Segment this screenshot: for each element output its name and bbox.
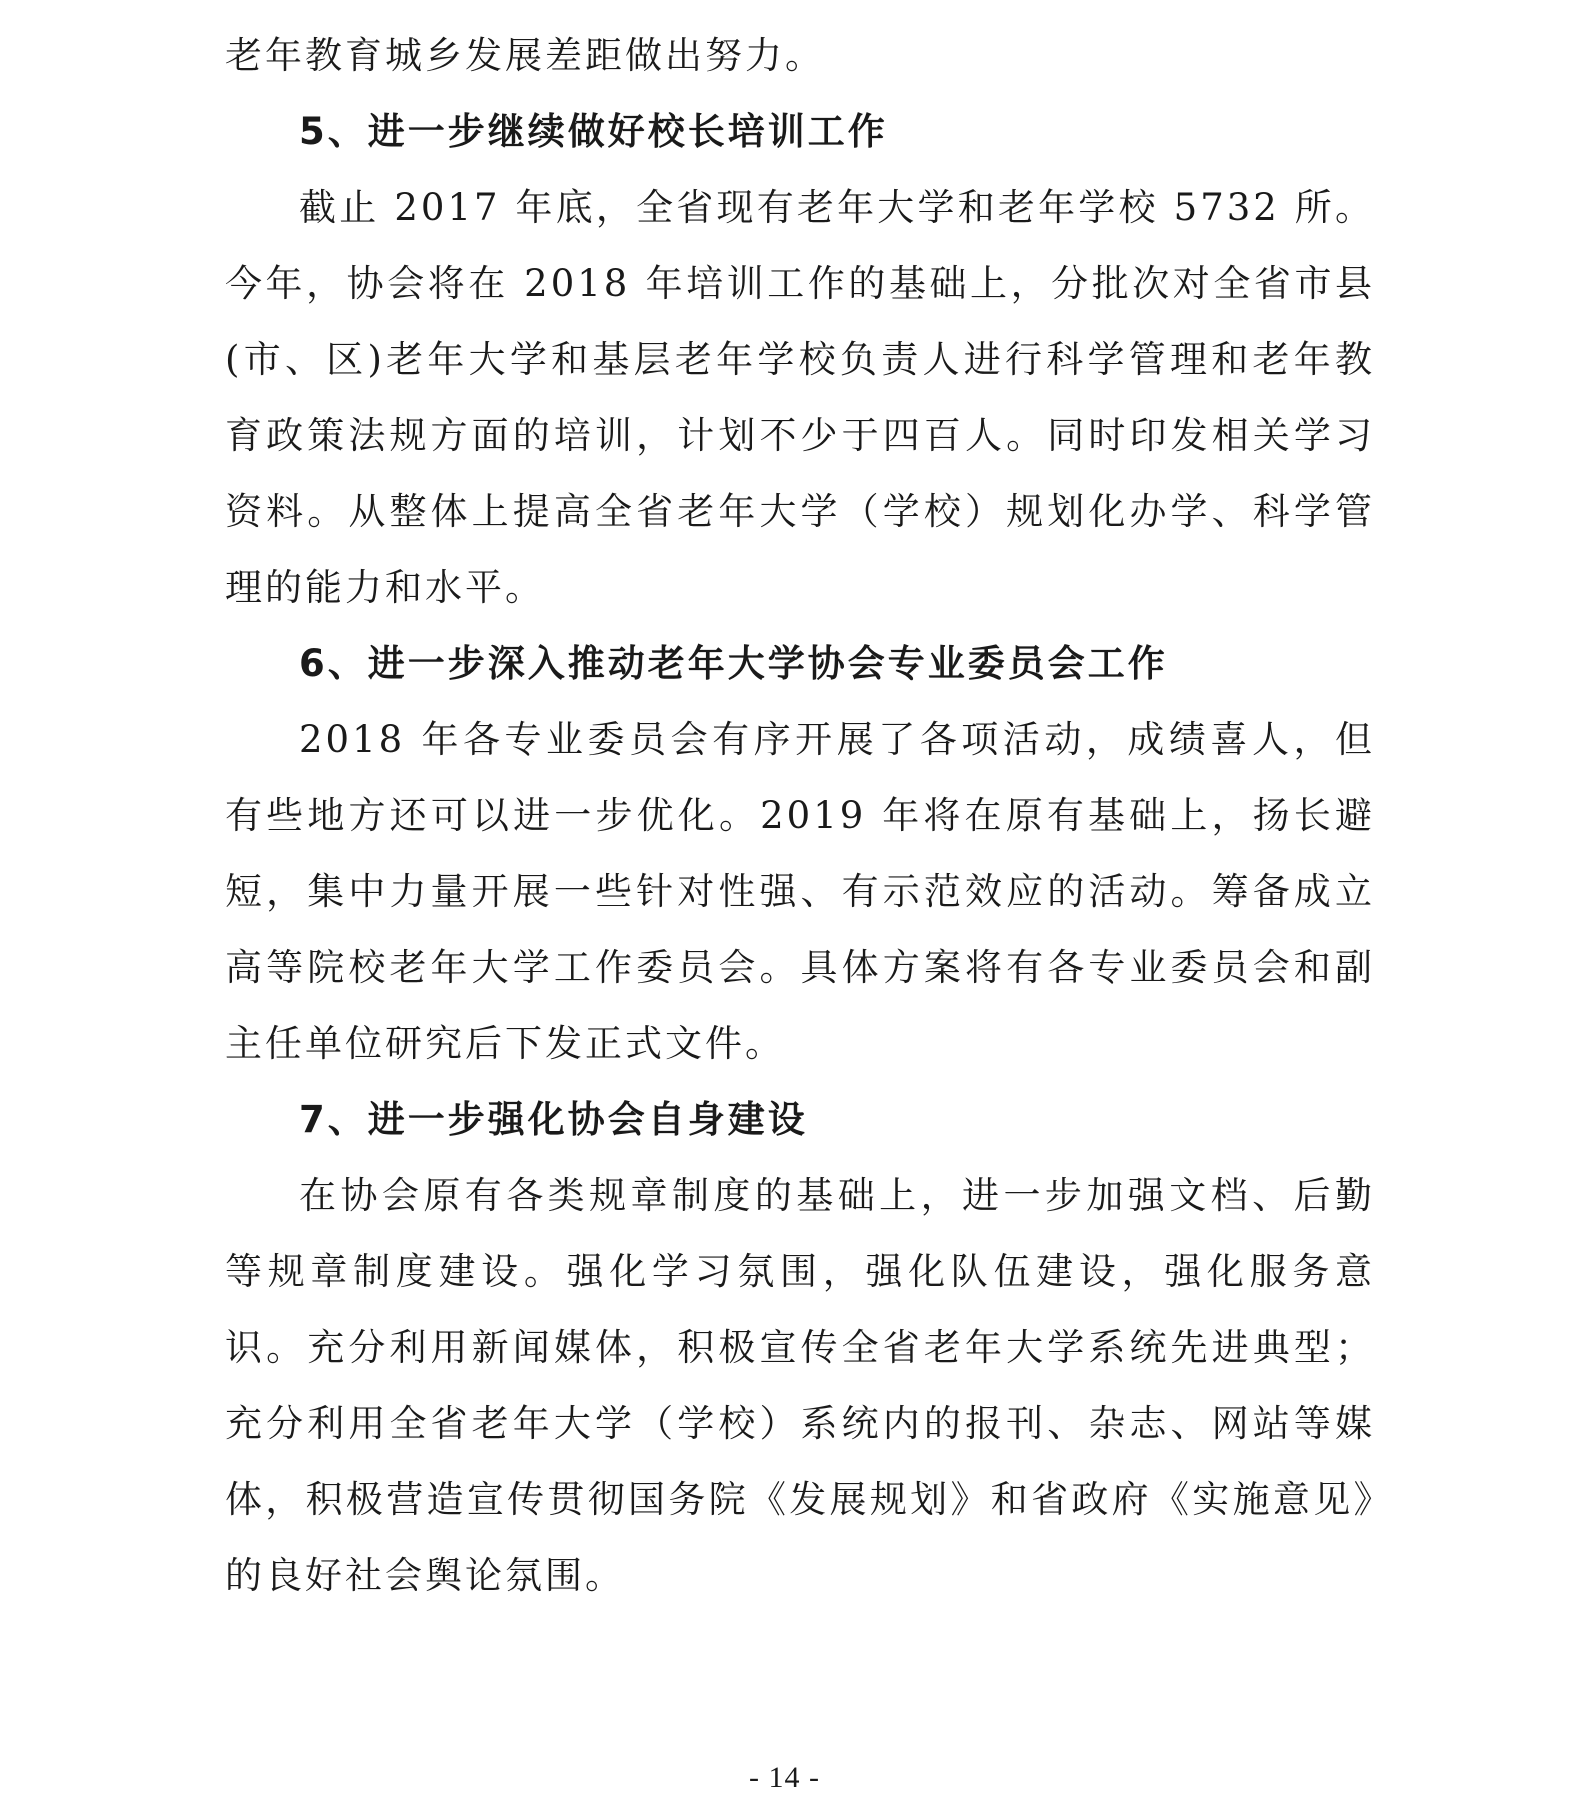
paragraph-principal-training: 截止 2017 年底，全省现有老年大学和老年学校 5732 所。今年，协会将在 2018 年培训工作的基础上，分批次对全省市县(市、区)老年大学和基层老年学校负责人进行科学管理和老年教育政策法规方面的培训，计划不少于四百人。同时印发相关学习资料。从整体上提高全省老年大学（学校）规划化办学、科学管理的能力和水平。 [225,186,1375,609]
section-heading-7: 7、进一步强化协会自身建设 [299,1098,808,1141]
section-heading-6: 6、进一步深入推动老年大学协会专业委员会工作 [299,642,1168,685]
paragraph-continuation: 老年教育城乡发展差距做出努力。 [225,34,825,77]
document-body [225,18,1375,1614]
page-number: - 14 - [749,1761,820,1794]
paragraph-committee-work: 2018 年各专业委员会有序开展了各项活动，成绩喜人，但有些地方还可以进一步优化。2019 年将在原有基础上，扬长避短，集中力量开展一些针对性强、有示范效应的活动。筹备成立高等院校老年大学工作委员会。具体方案将有各专业委员会和副主任单位研究后下发正式文件。 [225,718,1375,1065]
section-heading-5: 5、进一步继续做好校长培训工作 [299,110,888,153]
paragraph-self-building: 在协会原有各类规章制度的基础上，进一步加强文档、后勤等规章制度建设。强化学习氛围，强化队伍建设，强化服务意识。充分利用新闻媒体，积极宣传全省老年大学系统先进典型；充分利用全省老年大学（学校）系统内的报刊、杂志、网站等媒体，积极营造宣传贯彻国务院《发展规划》和省政府《实施意见》的良好社会舆论氛围。 [225,1174,1375,1597]
